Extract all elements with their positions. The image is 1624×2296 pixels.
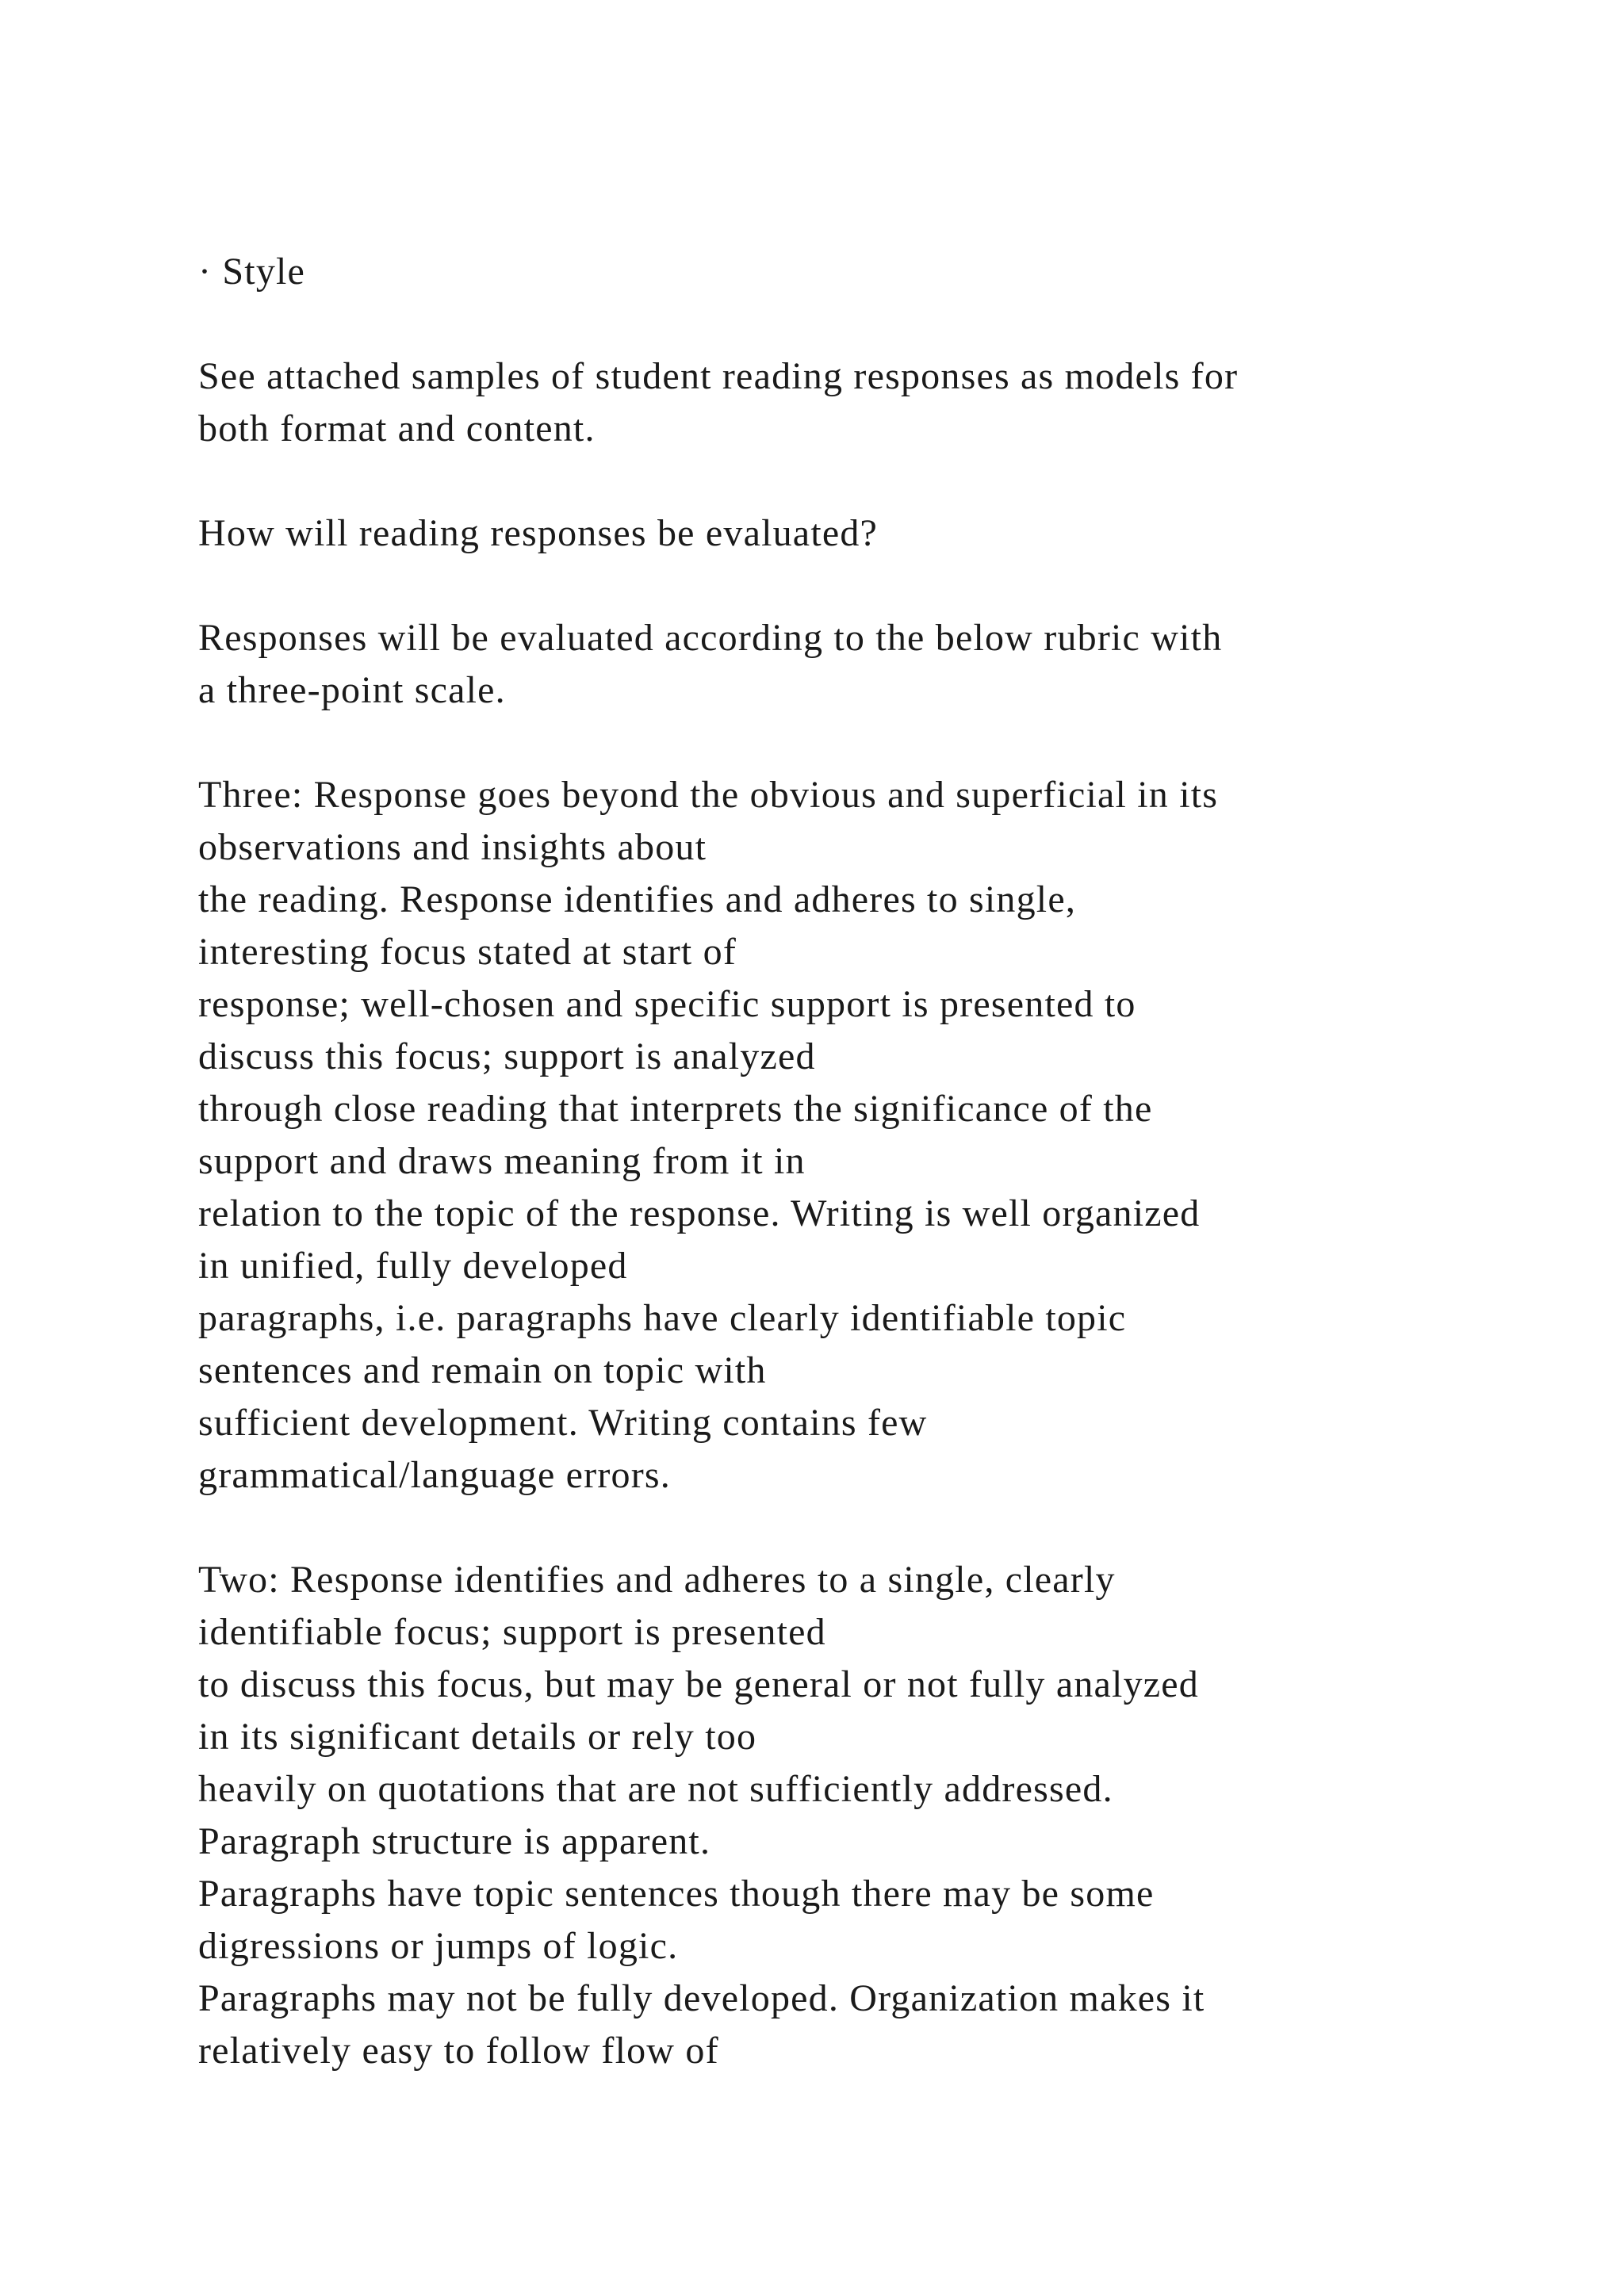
text-line: See attached samples of student reading responses as models for [198, 355, 1239, 397]
text-line: grammatical/language errors. [198, 1454, 672, 1496]
text-line: relatively easy to follow flow of [198, 2030, 719, 2072]
text-line: the reading. Response identifies and adheres to single, [198, 878, 1077, 920]
text-line: a three-point scale. [198, 669, 506, 711]
text-line: through close reading that interprets the significance of the [198, 1088, 1153, 1130]
text-line: How will reading responses be evaluated? [198, 512, 879, 554]
text-line: · Style [198, 251, 306, 293]
rubric-two-paragraph [198, 1554, 1507, 2077]
text-line: Paragraph structure is apparent. [198, 1820, 711, 1862]
samples-paragraph [198, 350, 1507, 455]
evaluation-question-paragraph [198, 507, 1507, 560]
text-line: sentences and remain on topic with [198, 1349, 767, 1391]
text-line: digressions or jumps of logic. [198, 1925, 679, 1967]
rubric-three-paragraph [198, 769, 1507, 1502]
text-line: in its significant details or rely too [198, 1716, 757, 1758]
style-bullet-paragraph [198, 246, 1507, 298]
text-line: heavily on quotations that are not sufficiently addressed. [198, 1768, 1113, 1810]
text-line: Three: Response goes beyond the obvious and superficial in its [198, 774, 1219, 816]
text-line: Paragraphs may not be fully developed. Organization makes it [198, 1977, 1205, 2019]
text-line: in unified, fully developed [198, 1245, 628, 1287]
text-line: relation to the topic of the response. Writing is well organized [198, 1192, 1201, 1234]
rubric-intro-paragraph [198, 612, 1507, 717]
text-line: both format and content. [198, 408, 596, 450]
text-line: sufficient development. Writing contains few [198, 1402, 928, 1444]
text-line: to discuss this focus, but may be general or not fully analyzed [198, 1663, 1199, 1705]
document-body [198, 246, 1507, 2130]
text-line: support and draws meaning from it in [198, 1140, 806, 1182]
text-line: identifiable focus; support is presented [198, 1611, 826, 1653]
text-line: discuss this focus; support is analyzed [198, 1035, 816, 1077]
text-line: Two: Response identifies and adheres to a single, clearly [198, 1559, 1116, 1601]
text-line: Responses will be evaluated according to the below rubric with [198, 617, 1223, 659]
text-line: paragraphs, i.e. paragraphs have clearly identifiable topic [198, 1297, 1127, 1339]
text-line: response; well-chosen and specific support is presented to [198, 983, 1136, 1025]
text-line: observations and insights about [198, 826, 707, 868]
text-line: Paragraphs have topic sentences though there may be some [198, 1873, 1155, 1915]
text-line: interesting focus stated at start of [198, 931, 737, 973]
